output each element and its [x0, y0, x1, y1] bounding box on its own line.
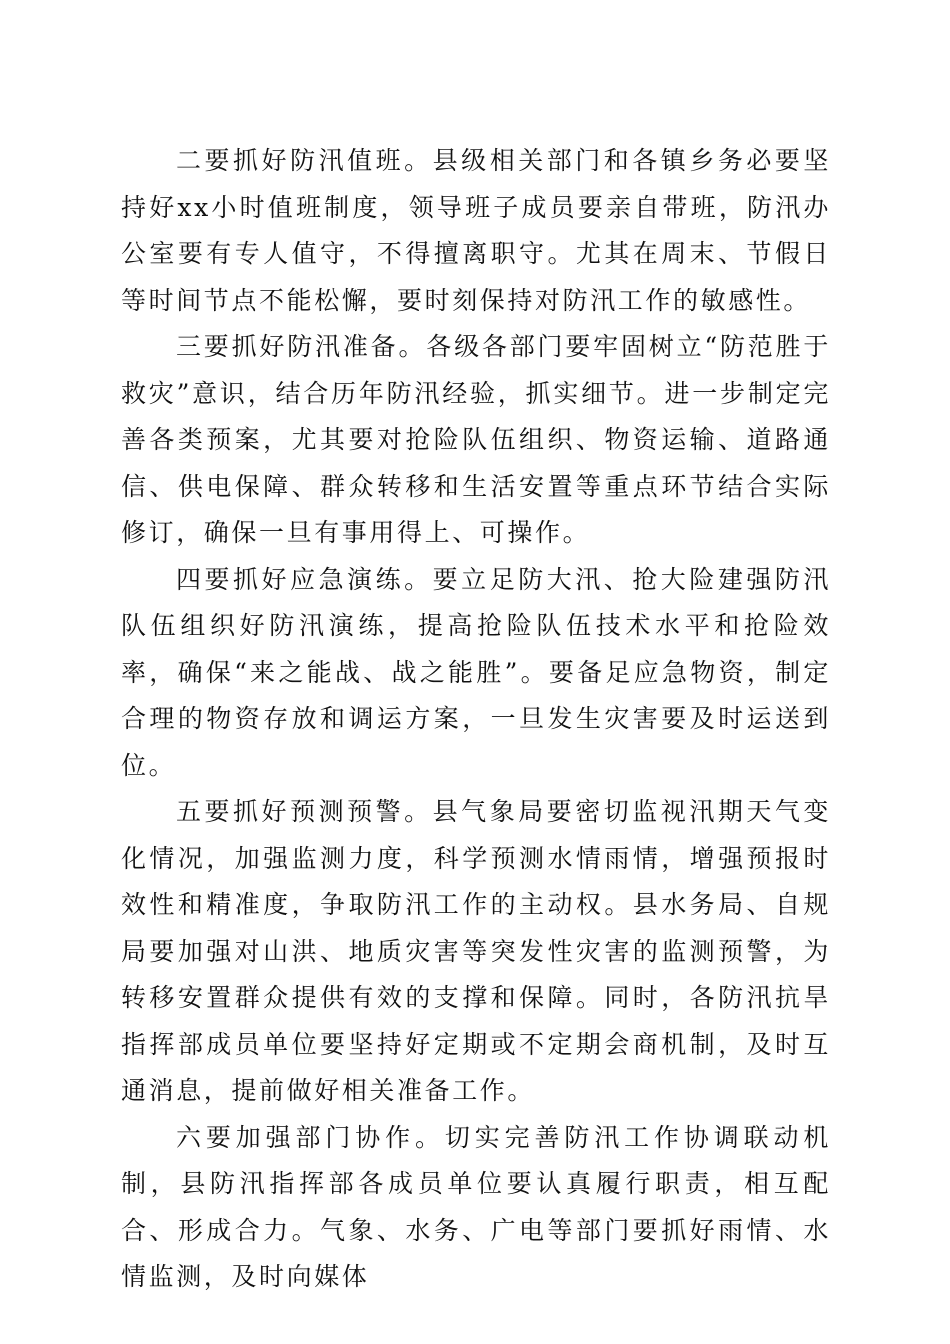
- paragraph-forecast-warning: 五要抓好预测预警。县气象局要密切监视汛期天气变化情况，加强监测力度，科学预测水情雨情，增强预报时效性和精准度，争取防汛工作的主动权。县水务局、自规局要加强对山洪、地质灾害等突发性灾害的监测预警，为转移安置群众提供有效的支撑和保障。同时，各防汛抗旱指挥部成员单位要坚持好定期或不定期会商机制，及时互通消息，提前做好相关准备工作。: [121, 797, 831, 1105]
- paragraph-department-cooperation: 六要加强部门协作。切实完善防汛工作协调联动机制，县防汛指挥部各成员单位要认真履行职责，相互配合、形成合力。气象、水务、广电等部门要抓好雨情、水情监测，及时向媒体: [121, 1122, 831, 1291]
- document-body: [121, 138, 831, 1301]
- paragraph-duty-shift: 二要抓好防汛值班。县级相关部门和各镇乡务必要坚持好xx小时值班制度，领导班子成员要亲自带班，防汛办公室要有专人值守，不得擅离职守。尤其在周末、节假日等时间节点不能松懈，要时刻保持对防汛工作的敏感性。: [121, 146, 831, 315]
- paragraph-flood-preparation: 三要抓好防汛准备。各级各部门要牢固树立“防范胜于救灾”意识，结合历年防汛经验，抓实细节。进一步制定完善各类预案，尤其要对抢险队伍组织、物资运输、道路通信、供电保障、群众转移和生活安置等重点环节结合实际修订，确保一旦有事用得上、可操作。: [121, 332, 831, 547]
- paragraph-emergency-drill: 四要抓好应急演练。要立足防大汛、抢大险建强防汛队伍组织好防汛演练，提高抢险队伍技术水平和抢险效率，确保“来之能战、战之能胜”。要备足应急物资，制定合理的物资存放和调运方案，一旦发生灾害要及时运送到位。: [121, 564, 831, 780]
